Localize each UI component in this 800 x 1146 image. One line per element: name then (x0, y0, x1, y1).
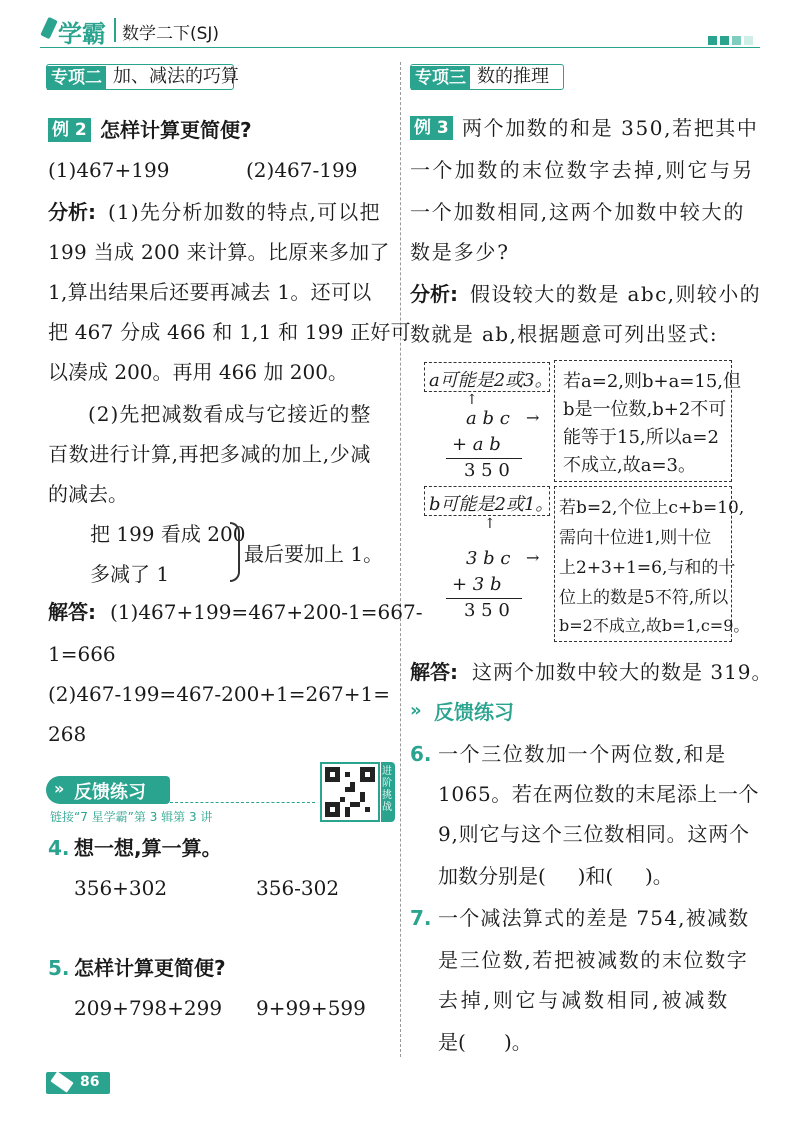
chevron-right-icon: » (410, 700, 422, 721)
example-question: 怎样计算更简便? (100, 118, 252, 142)
expression: 356+302 (74, 876, 168, 900)
qr-code[interactable] (320, 762, 380, 822)
reason-box (554, 360, 742, 482)
solution-text: 这两个加数中较大的数是 319。 (472, 660, 773, 684)
link-text[interactable]: 链接“7 星学霸”第 3 辑第 3 讲 (50, 810, 213, 824)
question-line: 一个三位数加一个两位数,和是 (438, 742, 727, 766)
question-line: 加数分别是( )和( )。 (438, 864, 673, 888)
feedback-title: 反馈练习 (74, 782, 146, 803)
brace (230, 522, 240, 582)
vertical-sum: 3 5 0 (464, 600, 510, 621)
question-text: 想一想,算一算。 (74, 836, 222, 860)
question-line: 1065。若在两位数的末尾添上一个 (438, 782, 760, 806)
solution-line: (2)467-199=467-200+1=267+1= (48, 682, 390, 706)
expression: 356-302 (256, 876, 340, 900)
reason-line: b=2不成立,故b=1,c=9。 (559, 616, 750, 635)
header-squares (708, 30, 758, 40)
example-line: 两个加数的和是 350,若把其中 (462, 116, 759, 140)
arrow-right-icon: → (526, 548, 540, 567)
question-number: 5. (48, 956, 70, 980)
question-line: 去掉,则它与减数相同,被减数 (438, 988, 730, 1012)
page-number: 86 (80, 1074, 100, 1090)
analysis-line: (1)先分析加数的特点,可以把 (108, 200, 381, 224)
analysis-label: 分析: (410, 282, 458, 306)
header-divider (114, 18, 116, 42)
note-line: 把 199 看成 200 (90, 522, 246, 546)
example-tag: 例 2 (48, 118, 91, 142)
analysis-line: 1,算出结果后还要再减去 1。还可以 (48, 280, 372, 304)
problem-2: (2)467-199 (246, 158, 358, 182)
section-tag: 专项二 (47, 66, 106, 90)
solution-line: 268 (48, 722, 87, 746)
question-line: 是( )。 (438, 1030, 532, 1054)
problem-1: (1)467+199 (48, 158, 170, 182)
solution-line: 1=666 (48, 642, 116, 666)
arrow-up-icon: ↑ (466, 392, 478, 408)
question-text: 怎样计算更简便? (74, 956, 226, 980)
solution-label: 解答: (410, 660, 458, 684)
note-line: 多减了 1 (90, 562, 170, 586)
arrow-right-icon: → (526, 408, 540, 427)
question-number: 6. (410, 742, 432, 766)
vertical-addend: 3 b c (466, 548, 511, 569)
example-tag: 例 3 (410, 116, 453, 140)
page-header (40, 10, 760, 48)
sum-line (446, 458, 522, 459)
hint-text: a可能是2或3。 (429, 370, 553, 391)
book-title: 数学二下(SJ) (122, 24, 220, 44)
section-header-left (46, 64, 239, 90)
question-number: 7. (410, 906, 432, 930)
qr-icon (325, 767, 375, 817)
example-line: 数是多少? (410, 240, 510, 264)
note-result: 最后要加上 1。 (244, 542, 384, 566)
solution-line: (1)467+199=467+200-1=667- (110, 600, 423, 624)
reason-line: 需向十位进1,则十位 (559, 528, 712, 548)
arrow-up-icon: ↑ (484, 516, 496, 532)
analysis-line: 把 467 分成 466 和 1,1 和 199 正好可 (48, 320, 411, 344)
section-tag: 专项三 (411, 66, 470, 90)
hint-box (424, 486, 554, 516)
section-header-right (410, 64, 564, 90)
feedback-title: 反馈练习 (434, 700, 514, 724)
pencil-icon (50, 1071, 73, 1092)
expression: 209+798+299 (74, 996, 223, 1020)
section-title: 数的推理 (477, 66, 549, 87)
chevron-right-icon: » (54, 779, 65, 798)
vertical-addend: + 3 b (452, 574, 502, 595)
question-number: 4. (48, 836, 70, 860)
analysis-line: 数就是 ab,根据题意可列出竖式: (410, 322, 718, 346)
reason-line: 若a=2,则b+a=15,但 (563, 371, 742, 392)
reason-line: 能等于15,所以a=2 (563, 427, 719, 448)
analysis-label: 分析: (48, 200, 96, 224)
reason-line: 不成立,故a=3。 (563, 455, 696, 476)
analysis-line: 199 当成 200 来计算。比原来多加了 (48, 240, 390, 264)
qr-side-text: 进阶挑战 (382, 766, 392, 813)
sum-line (446, 598, 522, 599)
analysis-line: 假设较大的数是 abc,则较小的 (470, 282, 762, 306)
expression: 9+99+599 (256, 996, 366, 1020)
pencil-icon (40, 17, 58, 39)
reason-line: 上2+3+1=6,与和的十 (559, 558, 736, 578)
vertical-addend: + a b (452, 434, 501, 455)
hint-text: b可能是2或1。 (429, 494, 554, 515)
reason-line: b是一位数,b+2不可 (563, 399, 727, 420)
question-line: 9,则它与这个三位数相同。这两个 (438, 822, 750, 846)
page-number-badge (46, 1072, 110, 1094)
column-divider (400, 62, 401, 1057)
analysis-line: 百数进行计算,再把多减的加上,少减 (48, 442, 371, 466)
hint-box (424, 362, 553, 392)
example-line: 一个加数相同,这两个加数中较大的 (410, 200, 746, 224)
reason-line: 位上的数是5不符,所以 (559, 588, 729, 608)
feedback-banner (46, 776, 170, 804)
feedback-underline (170, 802, 315, 803)
example-line: 一个加数的末位数字去掉,则它与另 (410, 158, 755, 182)
analysis-line: (2)先把减数看成与它接近的整 (88, 402, 372, 426)
analysis-line: 的减去。 (48, 482, 128, 506)
brand-logo: 学霸 (58, 20, 106, 48)
section-title: 加、减法的巧算 (113, 66, 239, 87)
qr-side-label (381, 762, 395, 822)
reason-line: 若b=2,个位上c+b=10, (559, 498, 745, 518)
solution-label: 解答: (48, 600, 96, 624)
vertical-sum: 3 5 0 (464, 460, 510, 481)
question-line: 一个减法算式的差是 754,被减数 (438, 906, 750, 930)
reason-box (554, 486, 750, 642)
question-line: 是三位数,若把被减数的末位数字 (438, 948, 749, 972)
vertical-addend: a b c (466, 408, 510, 429)
analysis-line: 以凑成 200。再用 466 加 200。 (48, 360, 348, 384)
